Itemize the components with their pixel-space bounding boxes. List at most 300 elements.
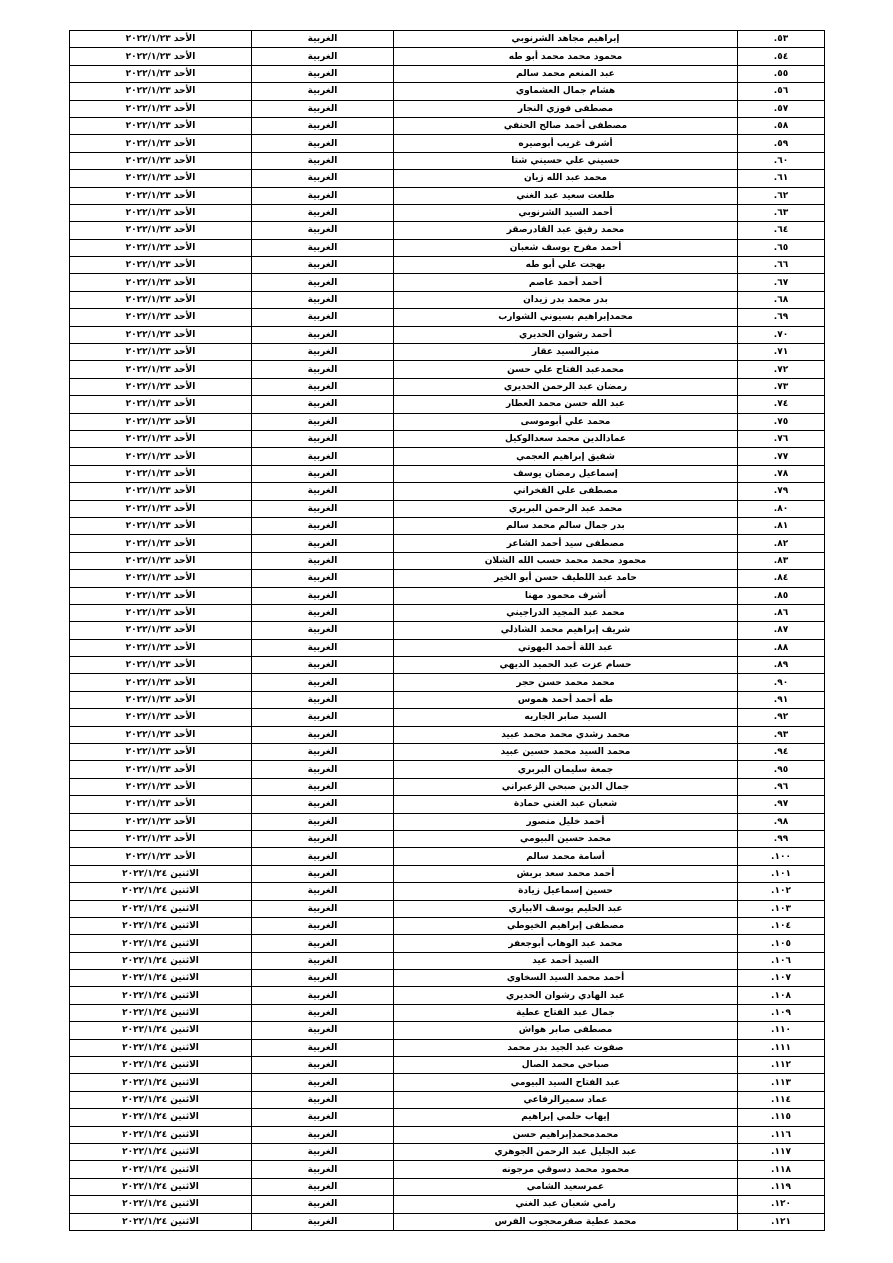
name-cell: عبد الفتاح السيد البيومي <box>394 1074 738 1091</box>
row-number-cell: ١٠٤. <box>738 917 825 934</box>
table-row <box>70 222 825 239</box>
date-cell: الأحد ٢٠٢٢/١/٢٣ <box>70 570 252 587</box>
name-cell: محمد عبد الوهاب أبوجعفر <box>394 935 738 952</box>
row-number-cell: ٧٦. <box>738 430 825 447</box>
table-row <box>70 674 825 691</box>
governorate-cell: الغربية <box>252 987 394 1004</box>
date-cell: الاثنين ٢٠٢٢/١/٢٤ <box>70 1196 252 1213</box>
row-number-cell: ١٠٣. <box>738 900 825 917</box>
row-number-cell: ٦٨. <box>738 291 825 308</box>
row-number-cell: ٨١. <box>738 517 825 534</box>
table-row <box>70 100 825 117</box>
date-cell: الاثنين ٢٠٢٢/١/٢٤ <box>70 1109 252 1126</box>
row-number-cell: ٩١. <box>738 691 825 708</box>
table-row <box>70 813 825 830</box>
date-cell: الأحد ٢٠٢٢/١/٢٣ <box>70 396 252 413</box>
table-row <box>70 517 825 534</box>
date-cell: الأحد ٢٠٢٢/١/٢٣ <box>70 848 252 865</box>
table-row <box>70 761 825 778</box>
table-body <box>70 31 825 1231</box>
row-number-cell: ٩٨. <box>738 813 825 830</box>
table-row <box>70 83 825 100</box>
table-row <box>70 900 825 917</box>
row-number-cell: ٩٢. <box>738 709 825 726</box>
name-cell: أحمد خليل منصور <box>394 813 738 830</box>
table-row <box>70 48 825 65</box>
date-cell: الأحد ٢٠٢٢/١/٢٣ <box>70 326 252 343</box>
governorate-cell: الغربية <box>252 1091 394 1108</box>
date-cell: الأحد ٢٠٢٢/١/٢٣ <box>70 761 252 778</box>
row-number-cell: ٥٧. <box>738 100 825 117</box>
name-cell: صباحي محمد الصال <box>394 1057 738 1074</box>
governorate-cell: الغربية <box>252 830 394 847</box>
date-cell: الاثنين ٢٠٢٢/١/٢٤ <box>70 1022 252 1039</box>
table-row <box>70 309 825 326</box>
date-cell: الأحد ٢٠٢٢/١/٢٣ <box>70 517 252 534</box>
date-cell: الأحد ٢٠٢٢/١/٢٣ <box>70 100 252 117</box>
date-cell: الأحد ٢٠٢٢/١/٢٣ <box>70 65 252 82</box>
name-cell: محمد عبد الرحمن البربري <box>394 500 738 517</box>
governorate-cell: الغربية <box>252 622 394 639</box>
name-cell: محمود محمد محمد حسب الله الشلان <box>394 552 738 569</box>
governorate-cell: الغربية <box>252 1126 394 1143</box>
row-number-cell: ١٢٠. <box>738 1196 825 1213</box>
governorate-cell: الغربية <box>252 100 394 117</box>
governorate-cell: الغربية <box>252 65 394 82</box>
governorate-cell: الغربية <box>252 274 394 291</box>
row-number-cell: ٨٣. <box>738 552 825 569</box>
governorate-cell: الغربية <box>252 465 394 482</box>
row-number-cell: ٨٨. <box>738 639 825 656</box>
date-cell: الأحد ٢٠٢٢/١/٢٣ <box>70 430 252 447</box>
date-cell: الأحد ٢٠٢٢/١/٢٣ <box>70 31 252 48</box>
attendance-table <box>69 30 825 1231</box>
name-cell: أحمد مفرح يوسف شعبان <box>394 239 738 256</box>
date-cell: الاثنين ٢٠٢٢/١/٢٤ <box>70 1057 252 1074</box>
table-row <box>70 65 825 82</box>
name-cell: إسماعيل رمضان يوسف <box>394 465 738 482</box>
row-number-cell: ٥٥. <box>738 65 825 82</box>
date-cell: الأحد ٢٠٢٢/١/٢٣ <box>70 309 252 326</box>
row-number-cell: ١٠٢. <box>738 883 825 900</box>
governorate-cell: الغربية <box>252 1074 394 1091</box>
governorate-cell: الغربية <box>252 430 394 447</box>
name-cell: إيهاب حلمي إبراهيم <box>394 1109 738 1126</box>
row-number-cell: ٦٥. <box>738 239 825 256</box>
date-cell: الأحد ٢٠٢٢/١/٢٣ <box>70 535 252 552</box>
table-row <box>70 1004 825 1021</box>
name-cell: أحمد السيد الشرنوبي <box>394 204 738 221</box>
name-cell: مصطفى أحمد صالح الحنفي <box>394 117 738 134</box>
table-row <box>70 500 825 517</box>
row-number-cell: ١١٢. <box>738 1057 825 1074</box>
governorate-cell: الغربية <box>252 691 394 708</box>
table-row <box>70 1057 825 1074</box>
table-row <box>70 1213 825 1230</box>
row-number-cell: ٥٩. <box>738 135 825 152</box>
date-cell: الاثنين ٢٠٢٢/١/٢٤ <box>70 1213 252 1230</box>
table-row <box>70 430 825 447</box>
table-row <box>70 361 825 378</box>
row-number-cell: ٨٢. <box>738 535 825 552</box>
governorate-cell: الغربية <box>252 187 394 204</box>
name-cell: صفوت عبد الجيد بدر محمد <box>394 1039 738 1056</box>
row-number-cell: ١١٠. <box>738 1022 825 1039</box>
date-cell: الاثنين ٢٠٢٢/١/٢٤ <box>70 917 252 934</box>
row-number-cell: ٥٦. <box>738 83 825 100</box>
row-number-cell: ٦٤. <box>738 222 825 239</box>
table-row <box>70 639 825 656</box>
row-number-cell: ٧٧. <box>738 448 825 465</box>
name-cell: محمود محمد محمد أبو طه <box>394 48 738 65</box>
table-row <box>70 257 825 274</box>
row-number-cell: ٥٨. <box>738 117 825 134</box>
date-cell: الاثنين ٢٠٢٢/١/٢٤ <box>70 883 252 900</box>
governorate-cell: الغربية <box>252 326 394 343</box>
row-number-cell: ٧٠. <box>738 326 825 343</box>
row-number-cell: ٧٥. <box>738 413 825 430</box>
name-cell: أسامة محمد سالم <box>394 848 738 865</box>
date-cell: الأحد ٢٠٢٢/١/٢٣ <box>70 257 252 274</box>
date-cell: الأحد ٢٠٢٢/١/٢٣ <box>70 657 252 674</box>
row-number-cell: ٦١. <box>738 170 825 187</box>
date-cell: الاثنين ٢٠٢٢/١/٢٤ <box>70 1178 252 1195</box>
table-row <box>70 604 825 621</box>
date-cell: الأحد ٢٠٢٢/١/٢٣ <box>70 552 252 569</box>
table-row <box>70 796 825 813</box>
name-cell: شريف إبراهيم محمد الشاذلي <box>394 622 738 639</box>
date-cell: الأحد ٢٠٢٢/١/٢٣ <box>70 344 252 361</box>
name-cell: محمدمحمدإبراهيم حسن <box>394 1126 738 1143</box>
name-cell: أشرف محمود مهنا <box>394 587 738 604</box>
governorate-cell: الغربية <box>252 378 394 395</box>
name-cell: أحمد محمد السيد السخاوي <box>394 970 738 987</box>
row-number-cell: ١١١. <box>738 1039 825 1056</box>
name-cell: بهجت علي أبو طه <box>394 257 738 274</box>
row-number-cell: ٧٢. <box>738 361 825 378</box>
name-cell: حامد عبد اللطيف حسن أبو الخير <box>394 570 738 587</box>
date-cell: الأحد ٢٠٢٢/١/٢٣ <box>70 587 252 604</box>
date-cell: الأحد ٢٠٢٢/١/٢٣ <box>70 604 252 621</box>
table-row <box>70 483 825 500</box>
date-cell: الأحد ٢٠٢٢/١/٢٣ <box>70 170 252 187</box>
name-cell: طلعت سعيد عبد الغني <box>394 187 738 204</box>
table-row <box>70 935 825 952</box>
table-row <box>70 239 825 256</box>
table-row <box>70 1126 825 1143</box>
governorate-cell: الغربية <box>252 552 394 569</box>
row-number-cell: ١١٨. <box>738 1161 825 1178</box>
governorate-cell: الغربية <box>252 448 394 465</box>
governorate-cell: الغربية <box>252 239 394 256</box>
governorate-cell: الغربية <box>252 1196 394 1213</box>
date-cell: الأحد ٢٠٢٢/١/٢٣ <box>70 796 252 813</box>
governorate-cell: الغربية <box>252 1057 394 1074</box>
row-number-cell: ١٠٦. <box>738 952 825 969</box>
row-number-cell: ١١٣. <box>738 1074 825 1091</box>
table-row <box>70 1091 825 1108</box>
date-cell: الاثنين ٢٠٢٢/١/٢٤ <box>70 935 252 952</box>
governorate-cell: الغربية <box>252 291 394 308</box>
date-cell: الاثنين ٢٠٢٢/١/٢٤ <box>70 865 252 882</box>
name-cell: شفيق إبراهيم العجمي <box>394 448 738 465</box>
governorate-cell: الغربية <box>252 204 394 221</box>
governorate-cell: الغربية <box>252 674 394 691</box>
date-cell: الاثنين ٢٠٢٢/١/٢٤ <box>70 1091 252 1108</box>
date-cell: الاثنين ٢٠٢٢/١/٢٤ <box>70 900 252 917</box>
governorate-cell: الغربية <box>252 1022 394 1039</box>
governorate-cell: الغربية <box>252 865 394 882</box>
date-cell: الأحد ٢٠٢٢/١/٢٣ <box>70 378 252 395</box>
table-row <box>70 1074 825 1091</box>
table-row <box>70 865 825 882</box>
table-row <box>70 917 825 934</box>
governorate-cell: الغربية <box>252 483 394 500</box>
table-row <box>70 657 825 674</box>
date-cell: الأحد ٢٠٢٢/١/٢٣ <box>70 239 252 256</box>
row-number-cell: ٩٣. <box>738 726 825 743</box>
name-cell: محمدإبراهيم بسيوني الشوارب <box>394 309 738 326</box>
name-cell: عبد الله حسن محمد العطار <box>394 396 738 413</box>
governorate-cell: الغربية <box>252 344 394 361</box>
governorate-cell: الغربية <box>252 152 394 169</box>
name-cell: شعبان عبد الغني حمادة <box>394 796 738 813</box>
date-cell: الاثنين ٢٠٢٢/١/٢٤ <box>70 1126 252 1143</box>
name-cell: هشام جمال العشماوي <box>394 83 738 100</box>
table-row <box>70 883 825 900</box>
table-row <box>70 448 825 465</box>
governorate-cell: الغربية <box>252 604 394 621</box>
table-row <box>70 187 825 204</box>
name-cell: منيرالسيد عقار <box>394 344 738 361</box>
governorate-cell: الغربية <box>252 517 394 534</box>
date-cell: الاثنين ٢٠٢٢/١/٢٤ <box>70 952 252 969</box>
date-cell: الأحد ٢٠٢٢/١/٢٣ <box>70 465 252 482</box>
name-cell: جمال الدين صبحي الزعبراني <box>394 778 738 795</box>
row-number-cell: ٨٥. <box>738 587 825 604</box>
name-cell: السيد صابر الجاريه <box>394 709 738 726</box>
name-cell: محمد السيد محمد حسين عبيد <box>394 744 738 761</box>
governorate-cell: الغربية <box>252 796 394 813</box>
governorate-cell: الغربية <box>252 1161 394 1178</box>
governorate-cell: الغربية <box>252 848 394 865</box>
date-cell: الأحد ٢٠٢٢/١/٢٣ <box>70 744 252 761</box>
governorate-cell: الغربية <box>252 396 394 413</box>
name-cell: محمد رفيق عبد القادرصقر <box>394 222 738 239</box>
table-row <box>70 1178 825 1195</box>
governorate-cell: الغربية <box>252 83 394 100</box>
row-number-cell: ٦٦. <box>738 257 825 274</box>
row-number-cell: ٥٤. <box>738 48 825 65</box>
date-cell: الاثنين ٢٠٢٢/١/٢٤ <box>70 970 252 987</box>
table-row <box>70 830 825 847</box>
governorate-cell: الغربية <box>252 1039 394 1056</box>
table-row <box>70 413 825 430</box>
row-number-cell: ٧٣. <box>738 378 825 395</box>
row-number-cell: ٦٢. <box>738 187 825 204</box>
name-cell: أحمد محمد سعد بربش <box>394 865 738 882</box>
row-number-cell: ١٢١. <box>738 1213 825 1230</box>
governorate-cell: الغربية <box>252 970 394 987</box>
governorate-cell: الغربية <box>252 117 394 134</box>
table-row <box>70 135 825 152</box>
table-row <box>70 344 825 361</box>
governorate-cell: الغربية <box>252 1004 394 1021</box>
table-row <box>70 170 825 187</box>
table-row <box>70 744 825 761</box>
name-cell: محمد علي أبوموسى <box>394 413 738 430</box>
table-row <box>70 987 825 1004</box>
date-cell: الاثنين ٢٠٢٢/١/٢٤ <box>70 1161 252 1178</box>
name-cell: بدر محمد بدر زيدان <box>394 291 738 308</box>
date-cell: الأحد ٢٠٢٢/١/٢٣ <box>70 222 252 239</box>
row-number-cell: ١٠٩. <box>738 1004 825 1021</box>
table-row <box>70 848 825 865</box>
table-row <box>70 291 825 308</box>
governorate-cell: الغربية <box>252 31 394 48</box>
governorate-cell: الغربية <box>252 709 394 726</box>
row-number-cell: ١١٧. <box>738 1144 825 1161</box>
row-number-cell: ٧١. <box>738 344 825 361</box>
name-cell: مصطفى علي الفخراني <box>394 483 738 500</box>
name-cell: عبد الهادي رشوان الحديري <box>394 987 738 1004</box>
date-cell: الاثنين ٢٠٢٢/١/٢٤ <box>70 987 252 1004</box>
table-row <box>70 1161 825 1178</box>
name-cell: جمال عبد الفتاح عطية <box>394 1004 738 1021</box>
governorate-cell: الغربية <box>252 1109 394 1126</box>
date-cell: الأحد ٢٠٢٢/١/٢٣ <box>70 778 252 795</box>
name-cell: محمد عطية صقرمحجوب الفرس <box>394 1213 738 1230</box>
row-number-cell: ١٠٠. <box>738 848 825 865</box>
name-cell: محمد حسين البيومي <box>394 830 738 847</box>
name-cell: مصطفى إبراهيم الخيوطي <box>394 917 738 934</box>
row-number-cell: ٨٦. <box>738 604 825 621</box>
governorate-cell: الغربية <box>252 413 394 430</box>
name-cell: محمود محمد دسوقي مرجونه <box>394 1161 738 1178</box>
date-cell: الأحد ٢٠٢٢/١/٢٣ <box>70 674 252 691</box>
governorate-cell: الغربية <box>252 170 394 187</box>
date-cell: الأحد ٢٠٢٢/١/٢٣ <box>70 448 252 465</box>
date-cell: الأحد ٢٠٢٢/١/٢٣ <box>70 361 252 378</box>
name-cell: طه أحمد أحمد هموس <box>394 691 738 708</box>
date-cell: الأحد ٢٠٢٢/١/٢٣ <box>70 48 252 65</box>
date-cell: الأحد ٢٠٢٢/١/٢٣ <box>70 83 252 100</box>
row-number-cell: ٧٨. <box>738 465 825 482</box>
name-cell: عبد الجليل عبد الرحمن الجوهري <box>394 1144 738 1161</box>
table-row <box>70 778 825 795</box>
row-number-cell: ٨٧. <box>738 622 825 639</box>
governorate-cell: الغربية <box>252 813 394 830</box>
name-cell: عمادالدين محمد سعدالوكيل <box>394 430 738 447</box>
governorate-cell: الغربية <box>252 535 394 552</box>
table-row <box>70 204 825 221</box>
name-cell: أشرف غريب أبوصيره <box>394 135 738 152</box>
row-number-cell: ٩٥. <box>738 761 825 778</box>
table-row <box>70 726 825 743</box>
name-cell: حسين إسماعيل زيادة <box>394 883 738 900</box>
row-number-cell: ١٠١. <box>738 865 825 882</box>
governorate-cell: الغربية <box>252 1178 394 1195</box>
row-number-cell: ١١٩. <box>738 1178 825 1195</box>
governorate-cell: الغربية <box>252 222 394 239</box>
name-cell: عبد المنعم محمد سالم <box>394 65 738 82</box>
date-cell: الأحد ٢٠٢٢/١/٢٣ <box>70 187 252 204</box>
date-cell: الأحد ٢٠٢٢/١/٢٣ <box>70 830 252 847</box>
date-cell: الاثنين ٢٠٢٢/١/٢٤ <box>70 1039 252 1056</box>
row-number-cell: ٨٠. <box>738 500 825 517</box>
governorate-cell: الغربية <box>252 500 394 517</box>
table-row <box>70 117 825 134</box>
row-number-cell: ١١٤. <box>738 1091 825 1108</box>
row-number-cell: ١١٥. <box>738 1109 825 1126</box>
name-cell: أحمد أحمد عاصم <box>394 274 738 291</box>
name-cell: رامي شعبان عبد الغني <box>394 1196 738 1213</box>
date-cell: الأحد ٢٠٢٢/١/٢٣ <box>70 117 252 134</box>
governorate-cell: الغربية <box>252 309 394 326</box>
date-cell: الأحد ٢٠٢٢/١/٢٣ <box>70 204 252 221</box>
date-cell: الاثنين ٢٠٢٢/١/٢٤ <box>70 1004 252 1021</box>
name-cell: محمد عبد المجيد الدراجيني <box>394 604 738 621</box>
governorate-cell: الغربية <box>252 778 394 795</box>
table-row <box>70 31 825 48</box>
row-number-cell: ١٠٨. <box>738 987 825 1004</box>
date-cell: الأحد ٢٠٢٢/١/٢٣ <box>70 726 252 743</box>
governorate-cell: الغربية <box>252 587 394 604</box>
table-row <box>70 709 825 726</box>
name-cell: محمد محمد حسن حجر <box>394 674 738 691</box>
governorate-cell: الغربية <box>252 1213 394 1230</box>
date-cell: الاثنين ٢٠٢٢/١/٢٤ <box>70 1074 252 1091</box>
date-cell: الاثنين ٢٠٢٢/١/٢٤ <box>70 1144 252 1161</box>
table-row <box>70 970 825 987</box>
table-row <box>70 1196 825 1213</box>
table-row <box>70 465 825 482</box>
row-number-cell: ٦٧. <box>738 274 825 291</box>
name-cell: مصطفى فوزي النجار <box>394 100 738 117</box>
table-row <box>70 1022 825 1039</box>
name-cell: عبد اللة أحمد البهوتي <box>394 639 738 656</box>
name-cell: أحمد رشوان الحديري <box>394 326 738 343</box>
row-number-cell: ٧٩. <box>738 483 825 500</box>
table-row <box>70 570 825 587</box>
name-cell: عبد الحليم يوسف الابياري <box>394 900 738 917</box>
date-cell: الأحد ٢٠٢٢/١/٢٣ <box>70 291 252 308</box>
governorate-cell: الغربية <box>252 917 394 934</box>
date-cell: الأحد ٢٠٢٢/١/٢٣ <box>70 622 252 639</box>
name-cell: مصطفى صابر هواش <box>394 1022 738 1039</box>
row-number-cell: ٩٠. <box>738 674 825 691</box>
name-cell: عمرسعيد الشامي <box>394 1178 738 1195</box>
governorate-cell: الغربية <box>252 726 394 743</box>
table-row <box>70 952 825 969</box>
name-cell: إبراهيم مجاهد الشرنوبي <box>394 31 738 48</box>
table-row <box>70 691 825 708</box>
table-row <box>70 552 825 569</box>
name-cell: حسام عزت عبد الحميد الديهي <box>394 657 738 674</box>
table-row <box>70 535 825 552</box>
date-cell: الأحد ٢٠٢٢/١/٢٣ <box>70 500 252 517</box>
governorate-cell: الغربية <box>252 935 394 952</box>
governorate-cell: الغربية <box>252 48 394 65</box>
name-cell: مصطفى سيد أحمد الشاعر <box>394 535 738 552</box>
table-row <box>70 326 825 343</box>
date-cell: الأحد ٢٠٢٢/١/٢٣ <box>70 274 252 291</box>
name-cell: جمعة سليمان البربري <box>394 761 738 778</box>
row-number-cell: ٧٤. <box>738 396 825 413</box>
name-cell: السيد أحمد عيد <box>394 952 738 969</box>
table-row <box>70 1109 825 1126</box>
table-row <box>70 152 825 169</box>
